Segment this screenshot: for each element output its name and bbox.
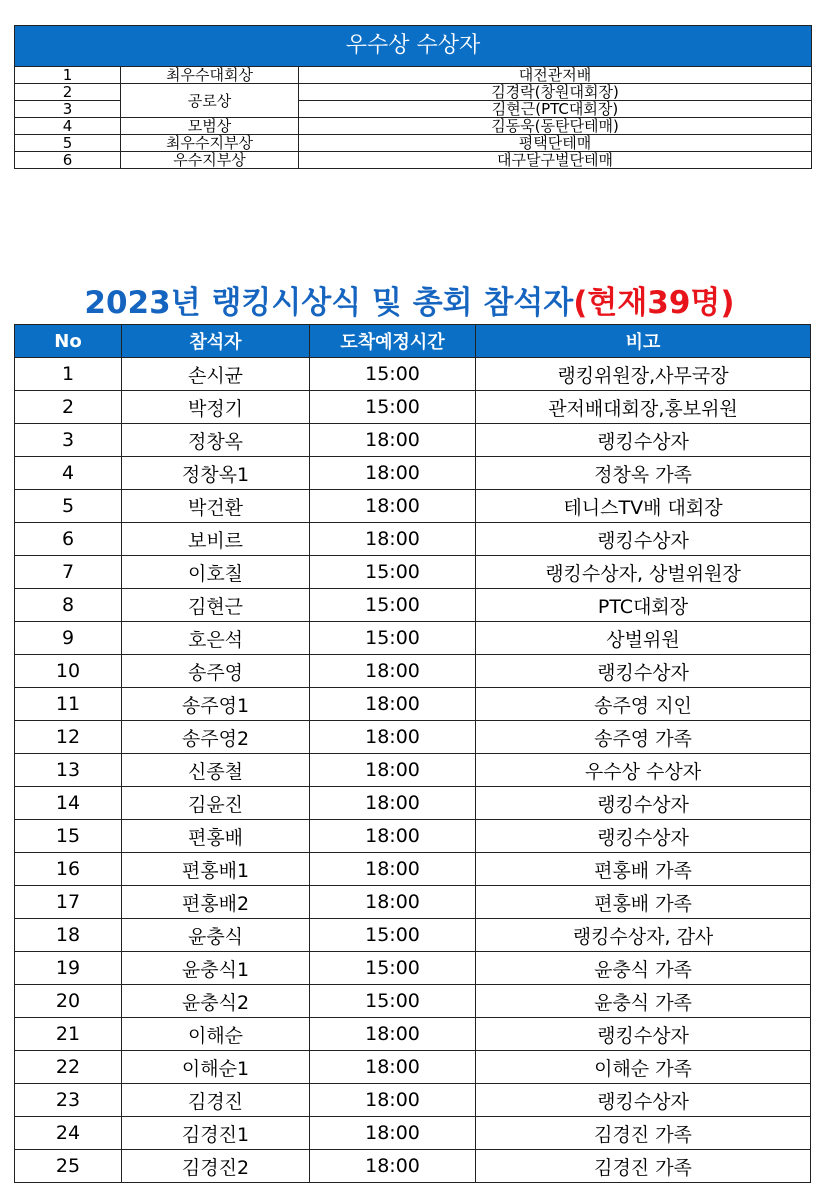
table-row (15, 952, 811, 985)
table-row (15, 1051, 811, 1084)
attendee-note: 랭킹수상자 (476, 1084, 811, 1117)
attendee-no: 15 (15, 820, 122, 853)
arrival-time: 18:00 (310, 457, 476, 490)
arrival-time: 18:00 (310, 1150, 476, 1183)
table-row (15, 853, 811, 886)
attendee-name: 윤충식 (122, 919, 310, 952)
award-no: 1 (15, 67, 121, 84)
attendee-name: 편홍배2 (122, 886, 310, 919)
table-row (15, 118, 812, 135)
table-row (15, 67, 812, 84)
table-row (15, 688, 811, 721)
award-category: 최우수대회상 (121, 67, 299, 84)
attendee-note: 윤충식 가족 (476, 985, 811, 1018)
award-no: 2 (15, 84, 121, 101)
attendee-note: 랭킹수상자 (476, 424, 811, 457)
attendee-name: 호은석 (122, 622, 310, 655)
table-row (15, 754, 811, 787)
attendee-name: 김현근 (122, 589, 310, 622)
attendee-no: 1 (15, 358, 122, 391)
awards-title: 우수상 수상자 (15, 26, 812, 67)
attendee-note: 랭킹수상자 (476, 787, 811, 820)
arrival-time: 18:00 (310, 1018, 476, 1051)
arrival-time: 18:00 (310, 523, 476, 556)
attendee-note: 송주영 지인 (476, 688, 811, 721)
arrival-time: 15:00 (310, 952, 476, 985)
arrival-time: 18:00 (310, 721, 476, 754)
attendee-note: 랭킹수상자 (476, 820, 811, 853)
attendee-name: 정창옥1 (122, 457, 310, 490)
award-winner: 대구달구벌단테매 (299, 152, 812, 169)
table-row (15, 820, 811, 853)
table-row (15, 391, 811, 424)
table-row (15, 622, 811, 655)
attendee-no: 3 (15, 424, 122, 457)
attendee-name: 김경진2 (122, 1150, 310, 1183)
attendee-name: 손시균 (122, 358, 310, 391)
attendee-name: 정창옥 (122, 424, 310, 457)
arrival-time: 18:00 (310, 1084, 476, 1117)
award-no: 5 (15, 135, 121, 152)
attendee-no: 2 (15, 391, 122, 424)
attendee-no: 22 (15, 1051, 122, 1084)
table-row (15, 84, 812, 101)
table-row (15, 358, 811, 391)
table-row (15, 919, 811, 952)
table-row (15, 1117, 811, 1150)
arrival-time: 18:00 (310, 424, 476, 457)
attendee-note: 우수상 수상자 (476, 754, 811, 787)
section-title (0, 277, 819, 322)
attendee-no: 21 (15, 1018, 122, 1051)
attendee-note: PTC대회장 (476, 589, 811, 622)
attendee-note: 랭킹위원장,사무국장 (476, 358, 811, 391)
attendee-note: 관저배대회장,홍보위원 (476, 391, 811, 424)
arrival-time: 15:00 (310, 589, 476, 622)
attendee-no: 11 (15, 688, 122, 721)
attendee-no: 6 (15, 523, 122, 556)
attendee-note: 편홍배 가족 (476, 886, 811, 919)
award-category: 최우수지부상 (121, 135, 299, 152)
arrival-time: 18:00 (310, 1051, 476, 1084)
attendees-header-row (15, 325, 811, 358)
table-row (15, 424, 811, 457)
arrival-time: 15:00 (310, 556, 476, 589)
attendee-note: 정창옥 가족 (476, 457, 811, 490)
header-no: No (15, 325, 122, 358)
arrival-time: 18:00 (310, 688, 476, 721)
attendee-no: 9 (15, 622, 122, 655)
attendee-name: 편홍배 (122, 820, 310, 853)
arrival-time: 18:00 (310, 853, 476, 886)
table-row (15, 523, 811, 556)
attendee-note: 윤충식 가족 (476, 952, 811, 985)
arrival-time: 15:00 (310, 985, 476, 1018)
header-name: 참석자 (122, 325, 310, 358)
attendee-no: 5 (15, 490, 122, 523)
table-row (15, 556, 811, 589)
attendee-no: 16 (15, 853, 122, 886)
table-row (15, 787, 811, 820)
table-row (15, 1150, 811, 1183)
award-no: 6 (15, 152, 121, 169)
arrival-time: 15:00 (310, 622, 476, 655)
attendee-name: 김경진1 (122, 1117, 310, 1150)
attendee-note: 테니스TV배 대회장 (476, 490, 811, 523)
arrival-time: 18:00 (310, 820, 476, 853)
attendee-no: 24 (15, 1117, 122, 1150)
attendee-no: 10 (15, 655, 122, 688)
award-no: 3 (15, 101, 121, 118)
award-category: 우수지부상 (121, 152, 299, 169)
award-winner: 평택단테매 (299, 135, 812, 152)
arrival-time: 18:00 (310, 886, 476, 919)
attendee-no: 19 (15, 952, 122, 985)
table-row (15, 721, 811, 754)
table-row (15, 589, 811, 622)
attendee-no: 13 (15, 754, 122, 787)
attendee-note: 김경진 가족 (476, 1150, 811, 1183)
attendee-name: 송주영 (122, 655, 310, 688)
arrival-time: 15:00 (310, 391, 476, 424)
attendee-note: 랭킹수상자, 감사 (476, 919, 811, 952)
attendee-name: 윤충식1 (122, 952, 310, 985)
awards-table (14, 25, 812, 169)
attendee-name: 이해순1 (122, 1051, 310, 1084)
attendee-note: 이해순 가족 (476, 1051, 811, 1084)
award-category: 공로상 (121, 84, 299, 118)
arrival-time: 18:00 (310, 1117, 476, 1150)
attendee-no: 12 (15, 721, 122, 754)
attendee-no: 20 (15, 985, 122, 1018)
arrival-time: 18:00 (310, 490, 476, 523)
attendee-note: 랭킹수상자 (476, 523, 811, 556)
attendee-name: 이호칠 (122, 556, 310, 589)
attendee-no: 8 (15, 589, 122, 622)
header-note: 비고 (476, 325, 811, 358)
award-winner: 김현근(PTC대회장) (299, 101, 812, 118)
attendee-name: 송주영2 (122, 721, 310, 754)
attendees-body (15, 358, 811, 1183)
award-no: 4 (15, 118, 121, 135)
attendee-name: 윤충식2 (122, 985, 310, 1018)
arrival-time: 15:00 (310, 919, 476, 952)
attendee-note: 랭킹수상자 (476, 1018, 811, 1051)
award-winner: 대전관저배 (299, 67, 812, 84)
attendee-name: 박정기 (122, 391, 310, 424)
attendee-name: 김경진 (122, 1084, 310, 1117)
attendee-name: 보비르 (122, 523, 310, 556)
attendee-note: 김경진 가족 (476, 1117, 811, 1150)
table-row (15, 1018, 811, 1051)
table-row (15, 886, 811, 919)
attendees-table (14, 324, 811, 1183)
attendee-no: 14 (15, 787, 122, 820)
attendee-no: 23 (15, 1084, 122, 1117)
attendee-no: 7 (15, 556, 122, 589)
section-title-text: 2023년 랭킹시상식 및 총회 참석자 (84, 285, 574, 321)
attendee-name: 송주영1 (122, 688, 310, 721)
attendee-note: 상벌위원 (476, 622, 811, 655)
arrival-time: 18:00 (310, 754, 476, 787)
attendee-note: 랭킹수상자 (476, 655, 811, 688)
arrival-time: 15:00 (310, 358, 476, 391)
attendee-no: 18 (15, 919, 122, 952)
table-row (15, 457, 811, 490)
award-category: 모범상 (121, 118, 299, 135)
table-row (15, 985, 811, 1018)
arrival-time: 18:00 (310, 655, 476, 688)
arrival-time: 18:00 (310, 787, 476, 820)
attendee-no: 17 (15, 886, 122, 919)
award-winner: 김동욱(동탄단테매) (299, 118, 812, 135)
attendee-note: 편홍배 가족 (476, 853, 811, 886)
attendee-no: 4 (15, 457, 122, 490)
attendee-name: 김윤진 (122, 787, 310, 820)
attendee-no: 25 (15, 1150, 122, 1183)
table-row (15, 1084, 811, 1117)
attendee-name: 편홍배1 (122, 853, 310, 886)
attendee-note: 랭킹수상자, 상벌위원장 (476, 556, 811, 589)
table-row (15, 152, 812, 169)
header-time: 도착예정시간 (310, 325, 476, 358)
table-row (15, 490, 811, 523)
attendee-name: 박건환 (122, 490, 310, 523)
attendee-name: 이해순 (122, 1018, 310, 1051)
attendee-count: (현재39명) (573, 285, 735, 321)
award-winner: 김경락(창원대회장) (299, 84, 812, 101)
table-row (15, 655, 811, 688)
attendee-note: 송주영 가족 (476, 721, 811, 754)
table-row (15, 135, 812, 152)
attendee-name: 신종철 (122, 754, 310, 787)
